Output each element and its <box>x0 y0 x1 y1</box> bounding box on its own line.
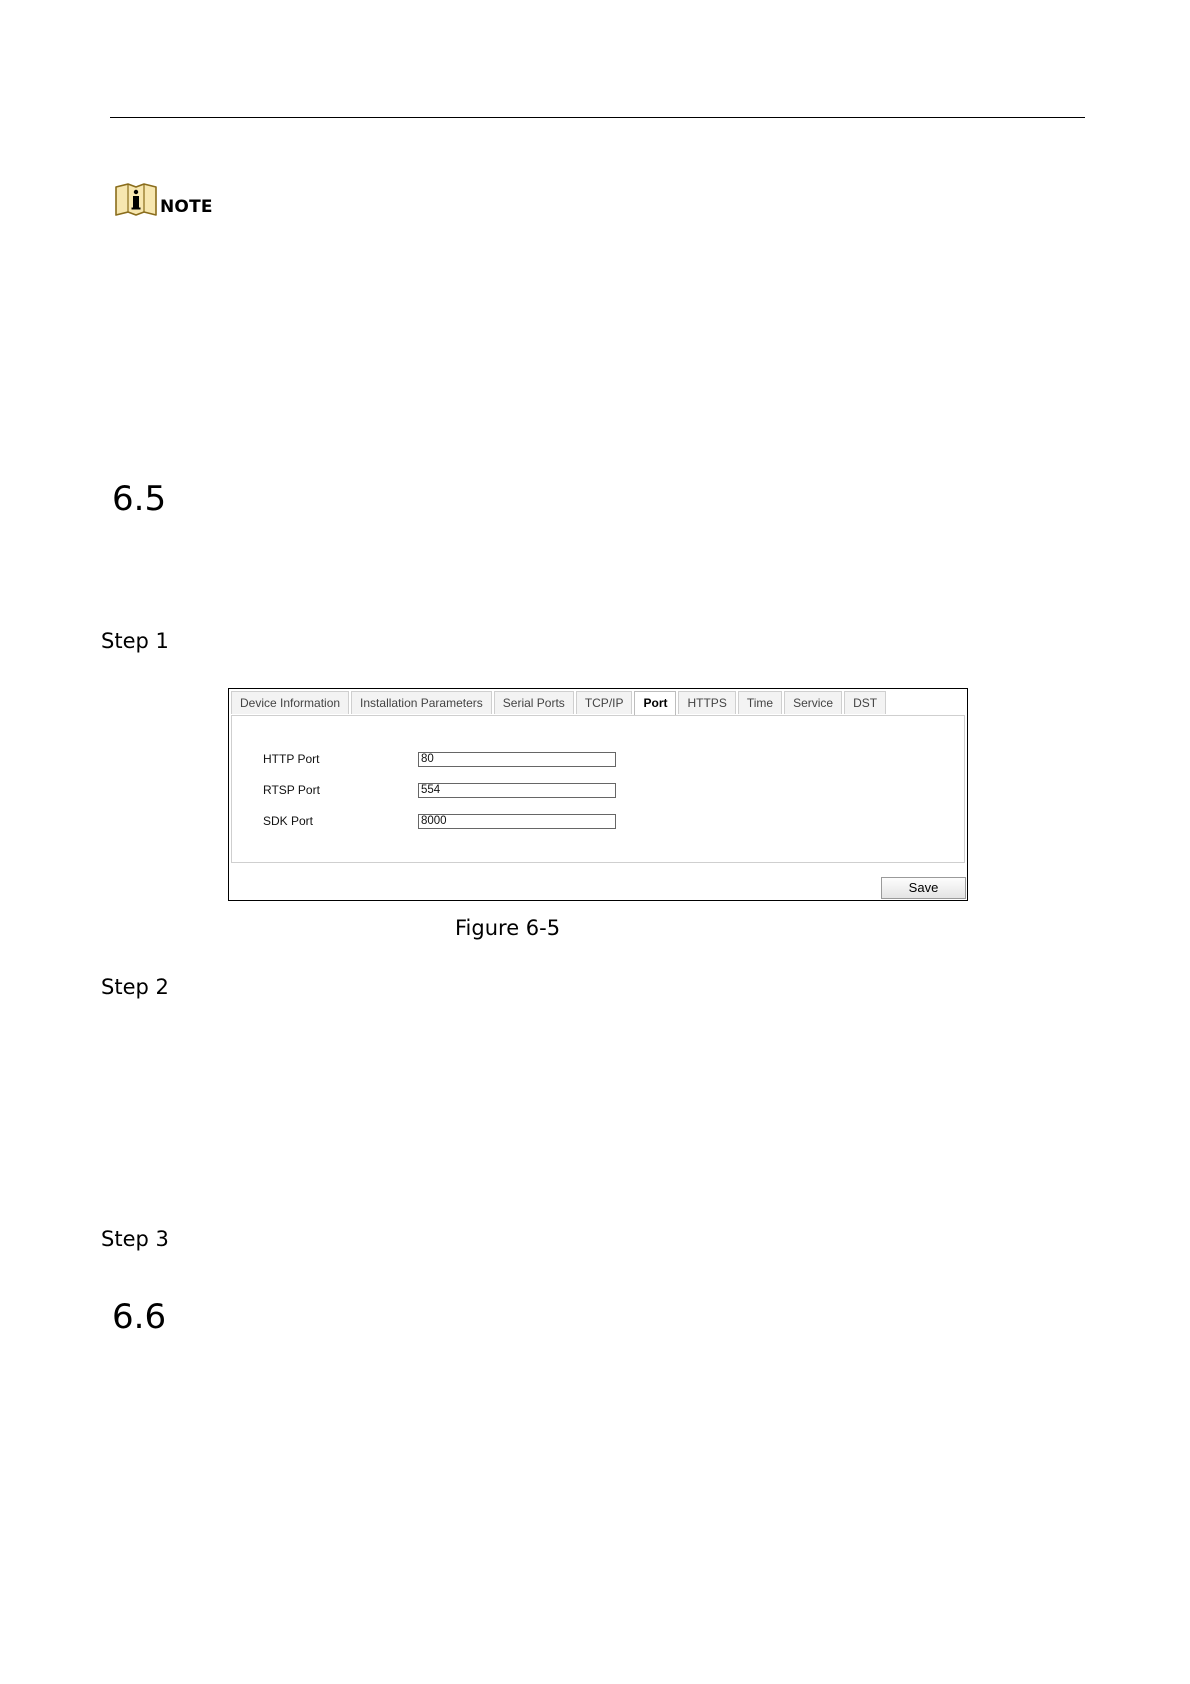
tab-installation-parameters[interactable]: Installation Parameters <box>351 691 492 714</box>
rtsp-port-label: RTSP Port <box>263 783 320 797</box>
rtsp-port-row <box>263 781 616 799</box>
tab-tcp-ip[interactable]: TCP/IP <box>576 691 633 714</box>
header-rule <box>110 117 1085 118</box>
sdk-port-label: SDK Port <box>263 814 314 828</box>
port-settings-panel <box>231 715 965 863</box>
tab-time[interactable]: Time <box>738 691 782 714</box>
step-2-label: Step 2 <box>101 975 169 999</box>
sdk-port-row <box>263 812 616 830</box>
note-label: NOTE <box>160 197 213 217</box>
rtsp-port-input[interactable]: 554 <box>418 783 616 798</box>
section-number-6-5: 6.5 <box>112 479 167 519</box>
step-3-label: Step 3 <box>101 1227 169 1251</box>
note-info-icon <box>114 182 158 218</box>
figure-caption: Figure 6-5 <box>455 916 561 940</box>
settings-tab-bar <box>231 691 888 715</box>
http-port-label: HTTP Port <box>263 752 320 766</box>
tab-serial-ports[interactable]: Serial Ports <box>494 691 574 714</box>
http-port-input[interactable]: 80 <box>418 752 616 767</box>
tab-device-information[interactable]: Device Information <box>231 691 349 714</box>
http-port-row <box>263 750 616 768</box>
step-1-label: Step 1 <box>101 629 169 653</box>
tab-service[interactable]: Service <box>784 691 842 714</box>
tab-dst[interactable]: DST <box>844 691 886 714</box>
save-button[interactable]: Save <box>881 877 966 899</box>
tab-port[interactable]: Port <box>634 691 676 716</box>
tab-https[interactable]: HTTPS <box>678 691 735 714</box>
section-number-6-6: 6.6 <box>112 1297 167 1337</box>
port-settings-screenshot <box>228 688 968 901</box>
note-callout <box>114 182 213 218</box>
sdk-port-input[interactable]: 8000 <box>418 814 616 829</box>
